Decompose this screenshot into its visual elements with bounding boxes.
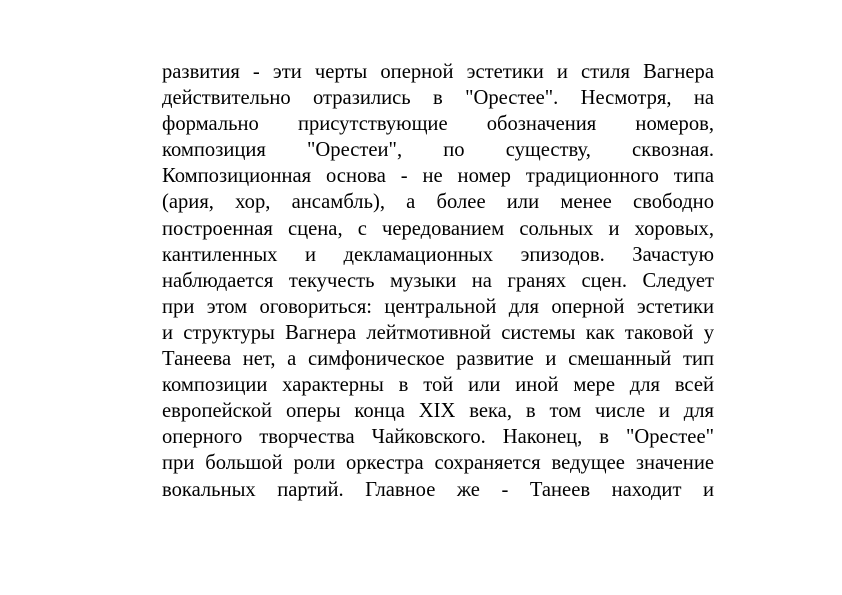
text-line: наблюдается текучесть музыки на гранях сцен. Следует [162, 269, 714, 292]
text-line: построенная сцена, с чередованием сольных и хоровых, [162, 217, 714, 240]
text-line: композиция "Орестеи", по существу, сквозная. [162, 139, 714, 162]
text-line: развития - эти черты оперной эстетики и стиля Вагнера [162, 61, 714, 83]
text-line: композиции характерны в той или иной мере для всей [162, 374, 714, 397]
text-line: Танеева нет, а симфоническое развитие и смешанный тип [162, 348, 714, 371]
text-line: вокальных партий. Главное же - Танеев находит и [162, 478, 714, 501]
text-line: при большой роли оркестра сохраняется ведущее значение [162, 452, 714, 475]
text-line: Композиционная основа - не номер традиционного типа [162, 165, 714, 188]
text-line: оперного творчества Чайковского. Наконец, в "Орестее" [162, 426, 714, 449]
text-line: формально присутствующие обозначения номеров, [162, 113, 714, 136]
text-line: европейской оперы конца XIX века, в том числе и для [162, 400, 714, 423]
text-line: при этом оговориться: центральной для оперной эстетики [162, 295, 714, 318]
text-line: (ария, хор, ансамбль), а более или менее свободно [162, 191, 714, 214]
body-text [162, 59, 714, 503]
text-line: кантиленных и декламационных эпизодов. Зачастую [162, 243, 714, 266]
text-line: действительно отразились в "Орестее". Несмотря, на [162, 87, 714, 110]
text-line: и структуры Вагнера лейтмотивной системы как таковой у [162, 321, 714, 344]
